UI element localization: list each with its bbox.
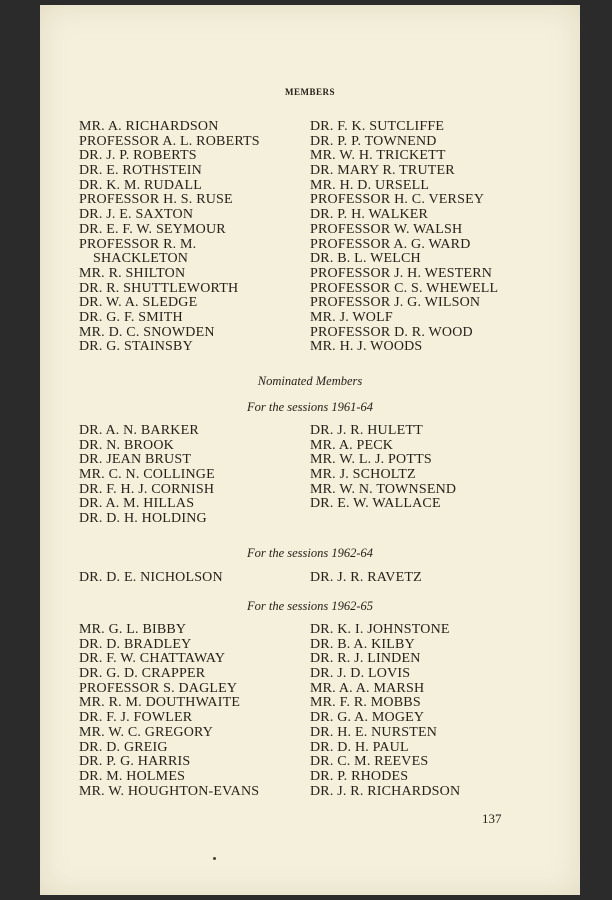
member-name: PROFESSOR J. H. WESTERN [310,265,493,281]
member-name: DR. A. M. HILLAS [79,496,195,512]
member-name: MR. A. PECK [310,437,394,453]
member-name: MR. W. N. TOWNSEND [310,481,457,497]
member-name: MR. J. WOLF [310,309,393,325]
member-name: DR. F. K. SUTCLIFFE [310,119,445,134]
session1-left-column [79,424,215,527]
member-name: MR. W. L. J. POTTS [310,452,432,468]
member-name: DR. P. G. HARRIS [79,754,191,770]
member-name: DR. J. R. RAVETZ [310,570,422,585]
member-name: DR. G. A. MOGEY [310,710,425,726]
document-page [40,5,580,895]
member-name: DR. A. N. BARKER [79,423,199,438]
member-name: DR. J. E. SAXTON [79,207,194,223]
member-name: PROFESSOR A. L. ROBERTS [79,133,260,149]
member-name: PROFESSOR C. S. WHEWELL [310,280,499,296]
member-name: PROFESSOR J. G. WILSON [310,295,481,311]
member-name: DR. J. D. LOVIS [310,666,411,682]
member-name: MR. H. J. WOODS [310,339,423,355]
member-name: DR. E. ROTHSTEIN [79,163,202,179]
member-name: DR. G. STAINSBY [79,339,193,355]
member-name: DR. D. GREIG [79,739,168,755]
member-name: PROFESSOR R. M. [79,236,197,252]
member-name: DR. D. BRADLEY [79,636,192,652]
members-left-column [79,120,260,355]
nominated-members-title: Nominated Members [257,374,363,388]
session1-right-column [310,424,456,512]
member-name: MR. G. L. BIBBY [79,622,187,637]
member-name: DR. G. D. CRAPPER [79,666,206,682]
member-name: PROFESSOR H. C. VERSEY [310,192,485,208]
member-name: DR. JEAN BRUST [79,452,192,468]
session3-right-column [310,623,460,799]
member-name: PROFESSOR D. R. WOOD [310,324,473,340]
member-name: DR. M. HOLMES [79,768,186,784]
member-name: PROFESSOR S. DAGLEY [79,680,238,696]
member-name: DR. K. M. RUDALL [79,177,202,193]
member-name: DR. MARY R. TRUTER [310,163,455,179]
session3-left-column [79,623,259,799]
member-name: MR. W. C. GREGORY [79,724,214,740]
members-right-column [310,120,498,355]
member-name: DR. D. H. HOLDING [79,511,207,527]
member-name: DR. E. F. W. SEYMOUR [79,221,226,237]
member-name: DR. N. BROOK [79,437,174,453]
page-number: 137 [482,811,502,826]
member-name: DR. J. R. HULETT [310,423,423,438]
member-name: DR. R. SHUTTLEWORTH [79,280,239,296]
member-name: MR. J. SCHOLTZ [310,467,416,483]
member-name: DR. C. M. REEVES [310,754,429,770]
member-name: DR. F. H. J. CORNISH [79,481,215,497]
member-name: DR. H. E. NURSTEN [310,724,438,740]
member-name: DR. J. P. ROBERTS [79,148,197,164]
member-name: PROFESSOR H. S. RUSE [79,192,233,208]
member-name: MR. F. R. MOBBS [310,695,421,711]
member-name: DR. W. A. SLEDGE [79,295,198,311]
session-title-1961-64: For the sessions 1961-64 [246,400,374,414]
member-name: MR. R. SHILTON [79,265,186,281]
member-name: PROFESSOR A. G. WARD [310,236,471,252]
member-name: DR. R. J. LINDEN [310,651,421,667]
member-name: MR. R. M. DOUTHWAITE [79,695,241,711]
member-name: MR. A. RICHARDSON [79,119,219,134]
member-name: DR. D. H. PAUL [310,739,409,755]
member-name: DR. P. H. WALKER [310,207,429,223]
member-name: MR. C. N. COLLINGE [79,467,215,483]
member-name: MR. H. D. URSELL [310,177,430,193]
member-name: MR. D. C. SNOWDEN [79,324,215,340]
member-name: DR. D. E. NICHOLSON [79,570,223,585]
member-name: DR. P. RHODES [310,768,409,784]
member-name: DR. E. W. WALLACE [310,496,441,512]
member-name: MR. W. HOUGHTON-EVANS [79,783,260,799]
member-name: DR. P. P. TOWNEND [310,133,437,149]
member-name: DR. K. I. JOHNSTONE [310,622,450,637]
member-name: DR. B. A. KILBY [310,636,415,652]
member-name: PROFESSOR W. WALSH [310,221,463,237]
member-name: DR. G. F. SMITH [79,309,183,325]
member-name: MR. W. H. TRICKETT [310,148,446,164]
member-name: DR. J. R. RICHARDSON [310,783,461,799]
session-title-1962-64: For the sessions 1962-64 [246,546,374,560]
member-name: DR. F. W. CHATTAWAY [79,651,226,667]
section-heading: MEMBERS [284,87,335,97]
member-name-continuation: SHACKLETON [93,251,189,267]
ink-speck [213,857,216,860]
member-name: MR. A. A. MARSH [310,680,425,696]
member-name: DR. B. L. WELCH [310,251,421,267]
member-name: DR. F. J. FOWLER [79,710,193,726]
session-title-1962-65: For the sessions 1962-65 [246,599,374,613]
